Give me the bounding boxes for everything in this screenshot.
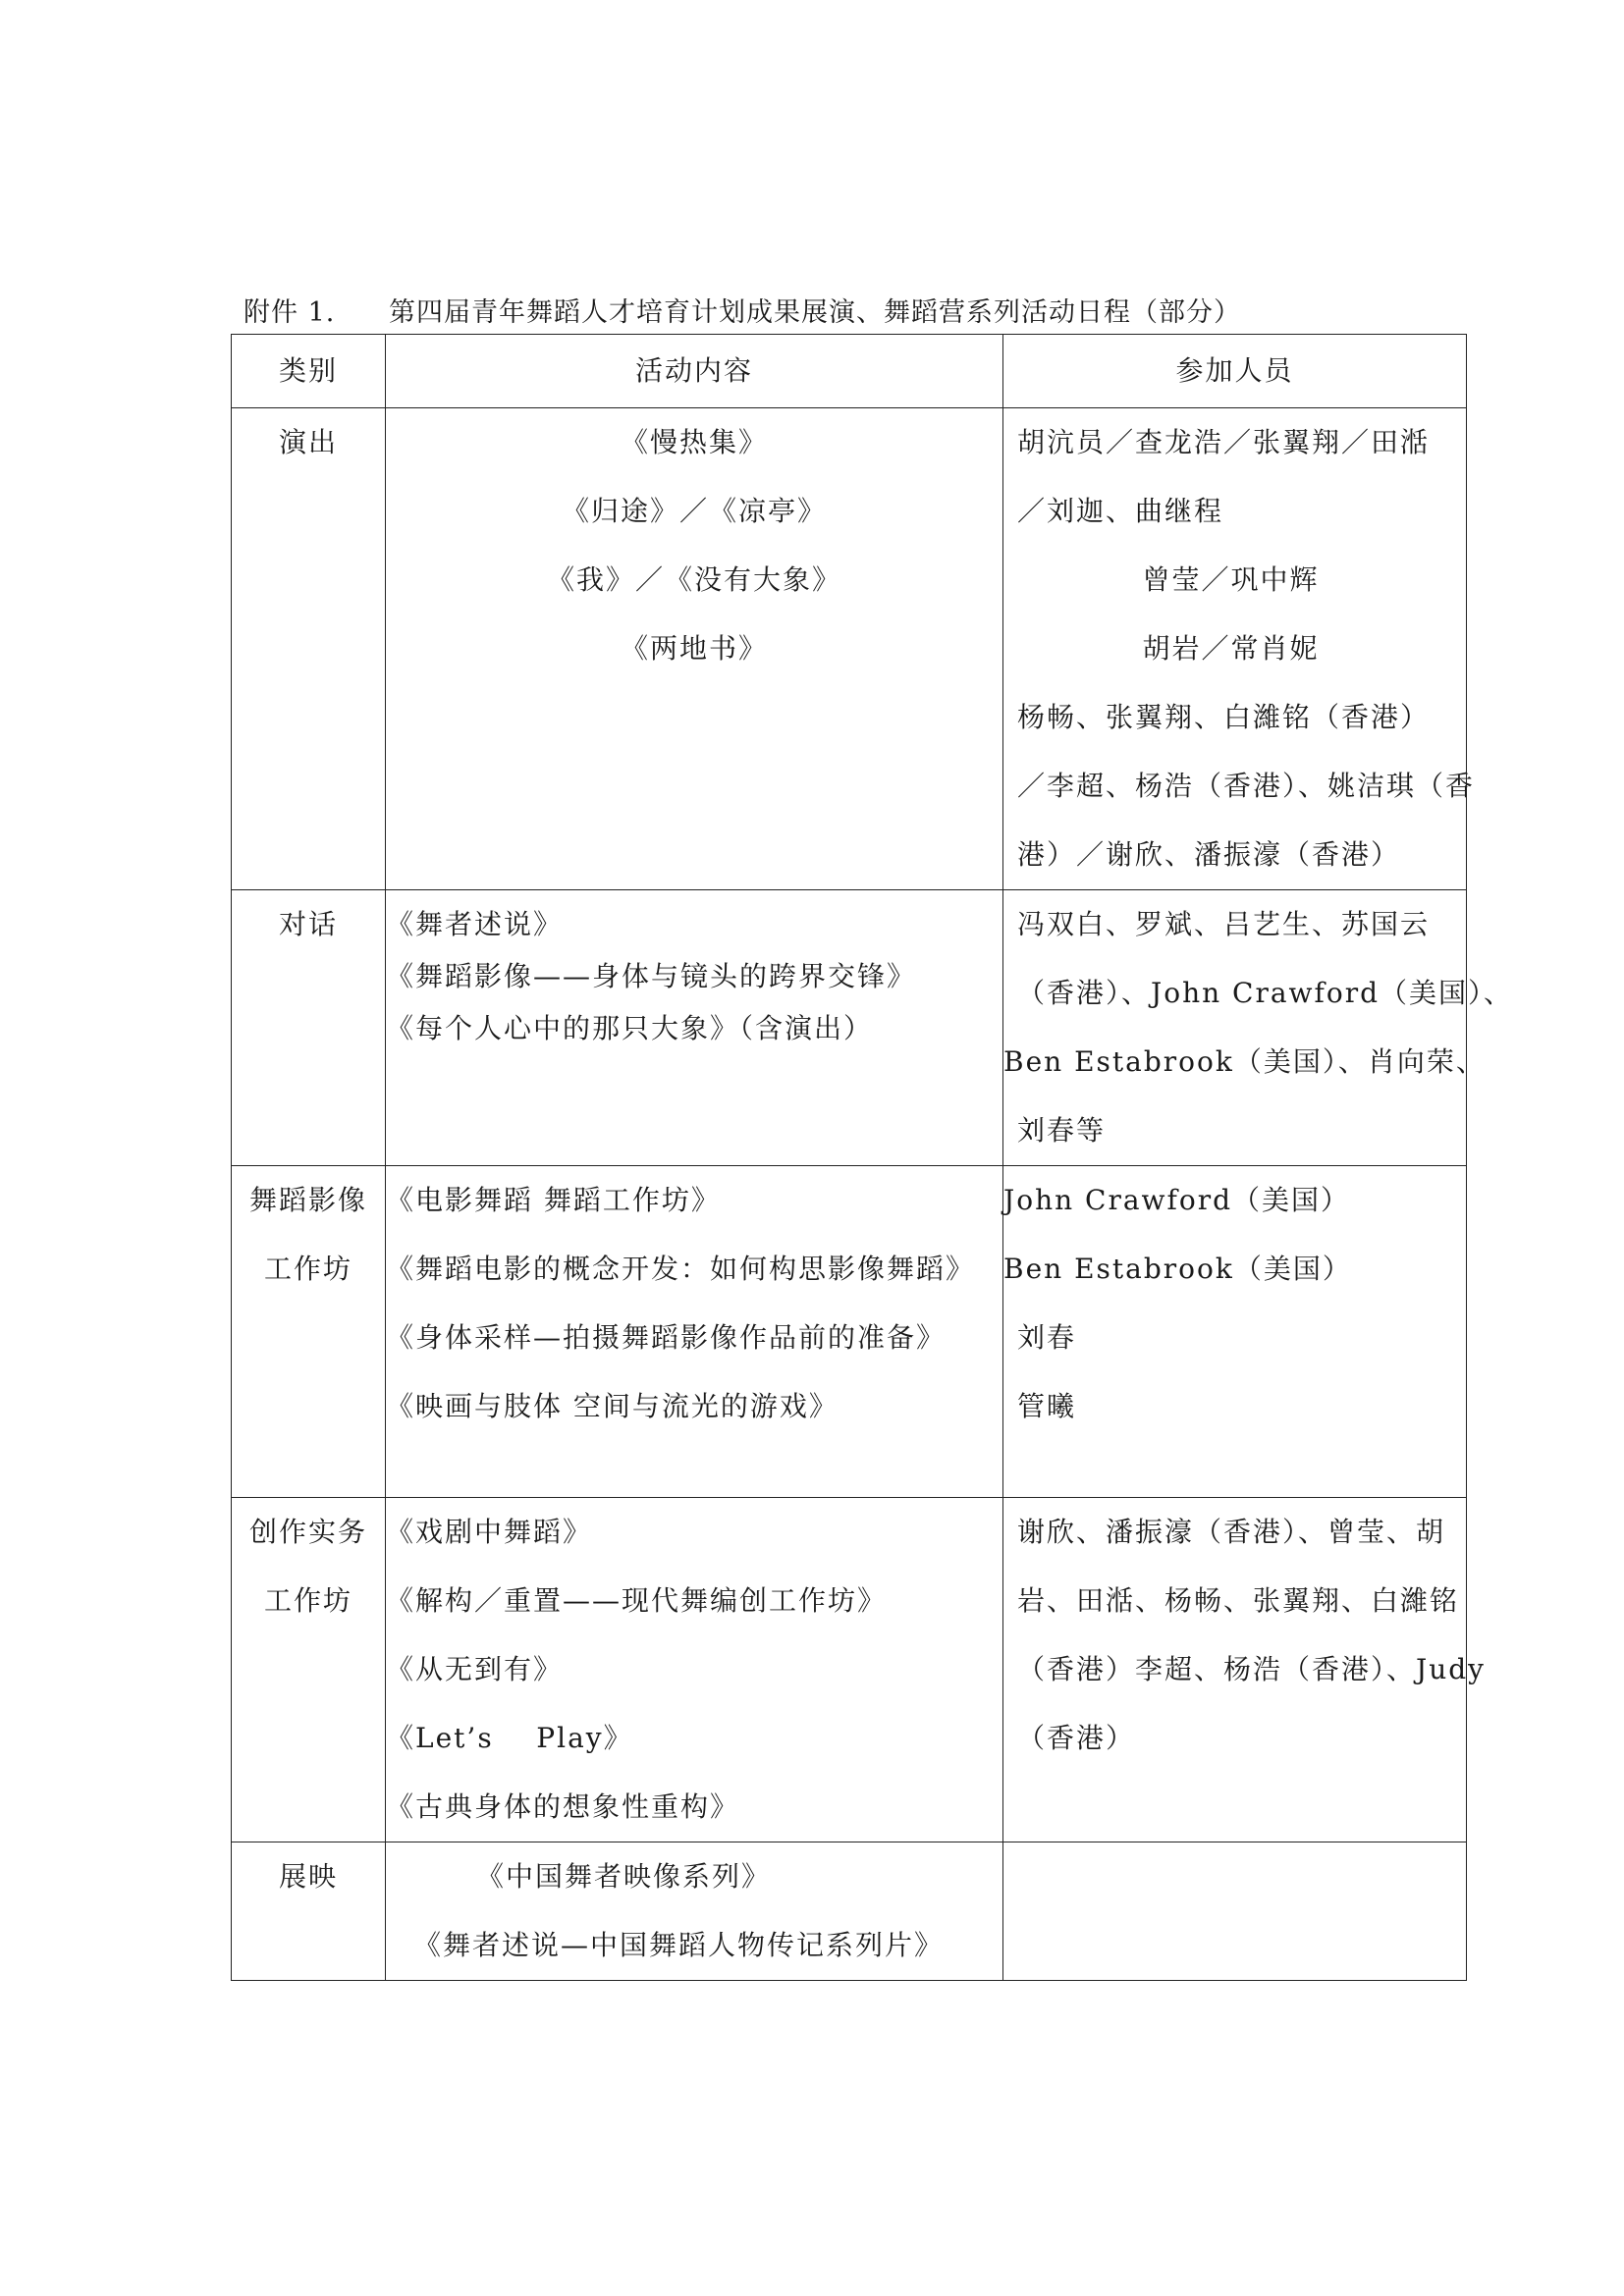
row-people	[1003, 408, 1476, 890]
people-line: 管曦	[1017, 1390, 1077, 1422]
attachment-title: 第四届青年舞蹈人才培育计划成果展演、舞蹈营系列活动日程（部分）	[389, 297, 1241, 328]
people-line: ／李超、杨浩（香港）、姚洁琪（香	[1017, 770, 1476, 802]
content-item: 《两地书》	[620, 632, 768, 665]
schedule-table	[231, 334, 1514, 1981]
content-item: 《慢热集》	[620, 426, 768, 458]
row-category	[232, 890, 386, 1166]
row-content	[386, 1166, 1003, 1498]
table-header-row	[232, 335, 1467, 408]
content-item: 《电影舞蹈 舞蹈工作坊》	[386, 1184, 721, 1216]
row-content	[386, 1498, 1003, 1842]
attachment-label: 附件 1.	[244, 297, 336, 328]
row-people	[1003, 1498, 1487, 1842]
category-line: 创作实务	[248, 1516, 367, 1548]
people-line: 杨畅、张翼翔、白濰铭（香港）	[1017, 701, 1431, 733]
people-line: 冯双白、罗斌、吕艺生、苏国云	[1017, 908, 1431, 940]
row-category	[232, 1842, 386, 1981]
category-line: 舞蹈影像	[248, 1184, 367, 1216]
header-content: 活动内容	[386, 335, 1003, 408]
content-item: 《舞者述说》	[386, 908, 564, 940]
category-line: 对话	[278, 908, 338, 940]
content-item: 《舞者述说—中国舞蹈人物传记系列片》	[413, 1929, 945, 1961]
content-item: 《我》／《没有大象》	[546, 563, 841, 596]
content-item: 《身体采样—拍摄舞蹈影像作品前的准备》	[386, 1321, 947, 1354]
people-line: 胡岩／常肖妮	[1142, 632, 1320, 665]
table-row	[232, 1166, 1467, 1498]
people-line: 刘春	[1017, 1321, 1077, 1354]
people-line: ／刘迦、曲继程	[1017, 495, 1224, 527]
row-people	[1003, 1842, 1467, 1981]
people-line: （香港）、John Crawford（美国）、	[1017, 977, 1514, 1009]
table-row	[232, 1498, 1467, 1842]
content-item: 《归途》／《凉亭》	[561, 495, 827, 527]
people-line: John Crawford（美国）	[1003, 1184, 1351, 1216]
category-line: 展映	[278, 1860, 338, 1893]
category-line: 工作坊	[263, 1253, 352, 1285]
content-item: 《舞蹈影像——身体与镜头的跨界交锋》	[386, 960, 917, 992]
content-item: 《每个人心中的那只大象》（含演出）	[386, 1012, 874, 1044]
content-item: 《Let’s Play》	[386, 1722, 633, 1754]
people-line: 岩、田湉、杨畅、张翼翔、白濰铭	[1017, 1584, 1460, 1617]
content-item: 《解构／重置——现代舞编创工作坊》	[386, 1584, 888, 1617]
row-category	[232, 1166, 386, 1498]
people-line: （香港）李超、杨浩（香港）、Judy	[1017, 1653, 1487, 1685]
people-line: 谢欣、潘振濠（香港）、曾莹、胡	[1017, 1516, 1446, 1548]
table-row	[232, 890, 1467, 1166]
content-item: 《戏剧中舞蹈》	[386, 1516, 593, 1548]
content-item: 《舞蹈电影的概念开发：如何构思影像舞蹈》	[386, 1253, 976, 1285]
category-line: 演出	[278, 426, 338, 458]
people-line: 刘春等	[1017, 1114, 1107, 1147]
attachment-caption	[244, 291, 1241, 329]
table-row	[232, 408, 1467, 890]
people-line: 胡沆员／查龙浩／张翼翔／田湉	[1017, 426, 1431, 458]
row-content	[386, 1842, 1003, 1981]
row-category	[232, 1498, 386, 1842]
row-content	[386, 408, 1003, 890]
people-line: Ben Estabrook（美国）	[1003, 1253, 1352, 1285]
people-line: 港）／谢欣、潘振濠（香港）	[1017, 838, 1401, 871]
people-line: 曾莹／巩中辉	[1142, 563, 1320, 596]
people-line: Ben Estabrook（美国）、肖向荣、	[1003, 1045, 1486, 1078]
content-item: 《中国舞者映像系列》	[476, 1860, 772, 1893]
row-people	[1003, 1166, 1467, 1498]
row-category	[232, 408, 386, 890]
header-category: 类别	[232, 335, 386, 408]
content-item: 《映画与肢体 空间与流光的游戏》	[386, 1390, 839, 1422]
content-item: 《从无到有》	[386, 1653, 564, 1685]
row-people	[1003, 890, 1514, 1166]
header-people: 参加人员	[1003, 335, 1467, 408]
people-line: （香港）	[1017, 1722, 1136, 1754]
row-content	[386, 890, 1003, 1166]
table-row	[232, 1842, 1467, 1981]
content-item: 《古典身体的想象性重构》	[386, 1790, 740, 1823]
category-line: 工作坊	[263, 1584, 352, 1617]
